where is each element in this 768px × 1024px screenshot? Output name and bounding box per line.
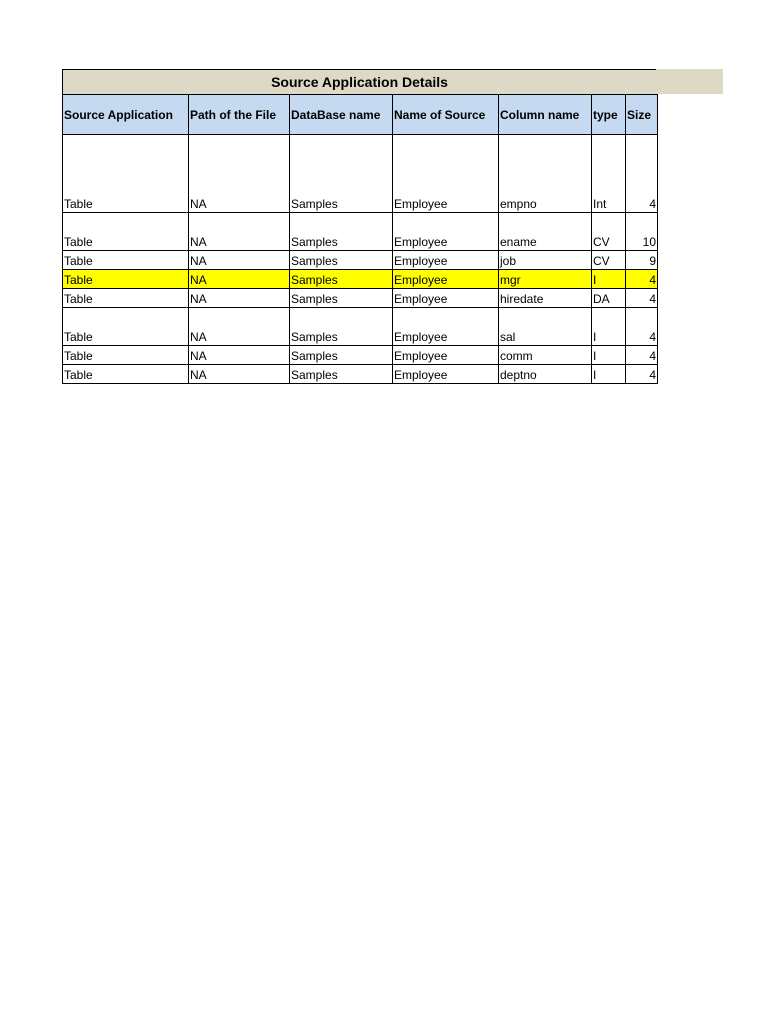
cell-size: 4 xyxy=(626,135,658,213)
cell-source-application: Table xyxy=(63,251,189,270)
cell-type: CV xyxy=(592,251,626,270)
cell-database: Samples xyxy=(290,289,393,308)
cell-database: Samples xyxy=(290,213,393,251)
cell-size: 9 xyxy=(626,251,658,270)
cell-column-name: empno xyxy=(499,135,592,213)
cell-source-application: Table xyxy=(63,270,189,289)
header-column-name: Column name xyxy=(499,95,592,135)
cell-column-name: sal xyxy=(499,308,592,346)
cell-path: NA xyxy=(189,365,290,384)
table-row xyxy=(63,308,658,346)
table-row xyxy=(63,251,658,270)
cell-type: I xyxy=(592,365,626,384)
cell-source-name: Employee xyxy=(393,289,499,308)
sheet-title: Source Application Details xyxy=(62,69,656,94)
cell-database: Samples xyxy=(290,365,393,384)
cell-type: CV xyxy=(592,213,626,251)
header-row xyxy=(63,95,658,135)
cell-column-name: deptno xyxy=(499,365,592,384)
cell-source-application: Table xyxy=(63,308,189,346)
header-name-of-source: Name of Source xyxy=(393,95,499,135)
cell-size: 4 xyxy=(626,289,658,308)
cell-database: Samples xyxy=(290,346,393,365)
cell-type: I xyxy=(592,308,626,346)
cell-database: Samples xyxy=(290,251,393,270)
header-source-application: Source Application xyxy=(63,95,189,135)
table-row xyxy=(63,289,658,308)
cell-type: I xyxy=(592,346,626,365)
cell-path: NA xyxy=(189,135,290,213)
cell-database: Samples xyxy=(290,135,393,213)
cell-database: Samples xyxy=(290,270,393,289)
header-size: Size xyxy=(626,95,658,135)
cell-size: 4 xyxy=(626,270,658,289)
cell-source-application: Table xyxy=(63,365,189,384)
header-database-name: DataBase name xyxy=(290,95,393,135)
cell-path: NA xyxy=(189,308,290,346)
cell-size: 4 xyxy=(626,365,658,384)
table-row-highlighted xyxy=(63,270,658,289)
cell-source-application: Table xyxy=(63,346,189,365)
cell-path: NA xyxy=(189,270,290,289)
table-row xyxy=(63,135,658,213)
cell-column-name: hiredate xyxy=(499,289,592,308)
cell-source-name: Employee xyxy=(393,270,499,289)
header-type: type xyxy=(592,95,626,135)
cell-column-name: mgr xyxy=(499,270,592,289)
cell-column-name: job xyxy=(499,251,592,270)
cell-source-application: Table xyxy=(63,213,189,251)
cell-source-name: Employee xyxy=(393,251,499,270)
cell-size: 4 xyxy=(626,308,658,346)
cell-source-name: Employee xyxy=(393,346,499,365)
table-row xyxy=(63,213,658,251)
cell-type: I xyxy=(592,270,626,289)
source-details-table xyxy=(62,94,658,384)
cell-type: DA xyxy=(592,289,626,308)
table-row xyxy=(63,365,658,384)
cell-path: NA xyxy=(189,251,290,270)
cell-source-name: Employee xyxy=(393,135,499,213)
header-path-of-file: Path of the File xyxy=(189,95,290,135)
cell-type: Int xyxy=(592,135,626,213)
cell-source-name: Employee xyxy=(393,213,499,251)
cell-database: Samples xyxy=(290,308,393,346)
cell-path: NA xyxy=(189,213,290,251)
cell-column-name: ename xyxy=(499,213,592,251)
cell-source-name: Employee xyxy=(393,308,499,346)
cell-source-application: Table xyxy=(63,289,189,308)
cell-source-name: Employee xyxy=(393,365,499,384)
cell-column-name: comm xyxy=(499,346,592,365)
table-row xyxy=(63,346,658,365)
cell-size: 4 xyxy=(626,346,658,365)
cell-size: 10 xyxy=(626,213,658,251)
cell-source-application: Table xyxy=(63,135,189,213)
cell-path: NA xyxy=(189,289,290,308)
cell-path: NA xyxy=(189,346,290,365)
